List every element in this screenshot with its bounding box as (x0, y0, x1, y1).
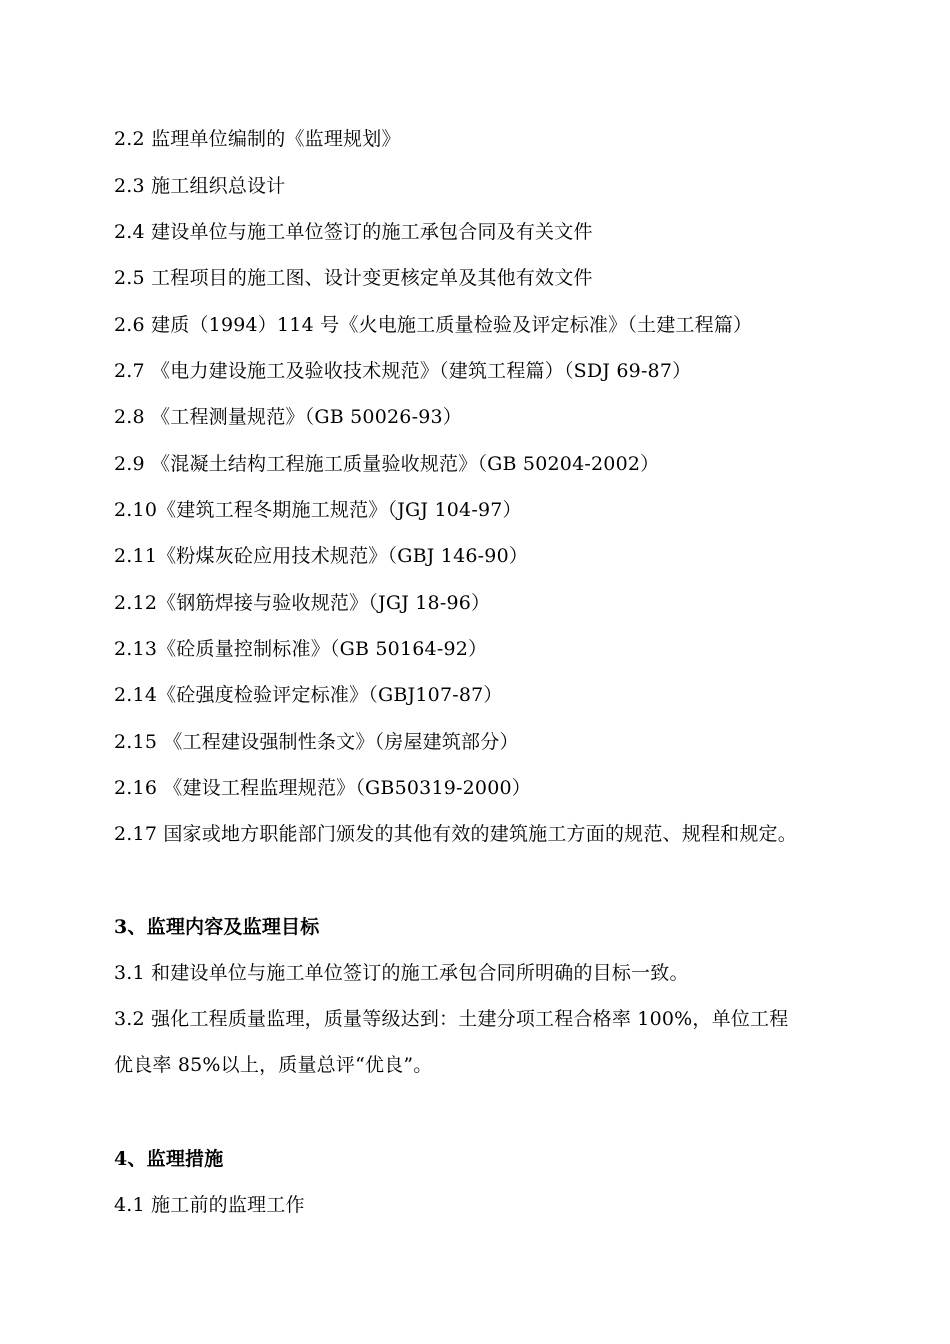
list-item: 2.17 国家或地方职能部门颁发的其他有效的建筑施工方面的规范、规程和规定。 (114, 823, 797, 845)
list-item: 2.9 《混凝土结构工程施工质量验收规范》（GB 50204-2002） (114, 453, 660, 475)
list-item: 2.16 《建设工程监理规范》（GB50319-2000） (114, 777, 532, 799)
list-item: 2.13《砼质量控制标准》（GB 50164-92） (114, 638, 488, 660)
list-item: 2.11《粉煤灰砼应用技术规范》（GBJ 146-90） (114, 545, 529, 567)
list-item: 2.4 建设单位与施工单位签订的施工承包合同及有关文件 (114, 221, 593, 243)
section-heading: 4、监理措施 (114, 1148, 224, 1170)
list-item: 2.3 施工组织总设计 (114, 175, 286, 197)
list-item: 4.1 施工前的监理工作 (114, 1194, 305, 1216)
list-item: 3.2 强化工程质量监理，质量等级达到：土建分项工程合格率 100%，单位工程 (114, 1008, 789, 1030)
list-item: 2.8 《工程测量规范》（GB 50026-93） (114, 406, 462, 428)
list-item: 2.12《钢筋焊接与验收规范》（JGJ 18-96） (114, 592, 491, 614)
list-item: 2.7 《电力建设施工及验收技术规范》（建筑工程篇）（SDJ 69-87） (114, 360, 692, 382)
list-item: 2.14《砼强度检验评定标准》（GBJ107-87） (114, 684, 503, 706)
list-item-continuation: 优良率 85%以上，质量总评“优良”。 (114, 1054, 433, 1076)
list-item: 3.1 和建设单位与施工单位签订的施工承包合同所明确的目标一致。 (114, 962, 689, 984)
list-item: 2.2 监理单位编制的《监理规划》 (114, 128, 401, 150)
list-item: 2.15 《工程建设强制性条文》（房屋建筑部分） (114, 731, 519, 753)
list-item: 2.5 工程项目的施工图、设计变更核定单及其他有效文件 (114, 267, 593, 289)
list-item: 2.10《建筑工程冬期施工规范》（JGJ 104-97） (114, 499, 522, 521)
section-heading: 3、监理内容及监理目标 (114, 916, 320, 938)
list-item: 2.6 建质（1994）114 号《火电施工质量检验及评定标准》（土建工程篇） (114, 314, 753, 336)
